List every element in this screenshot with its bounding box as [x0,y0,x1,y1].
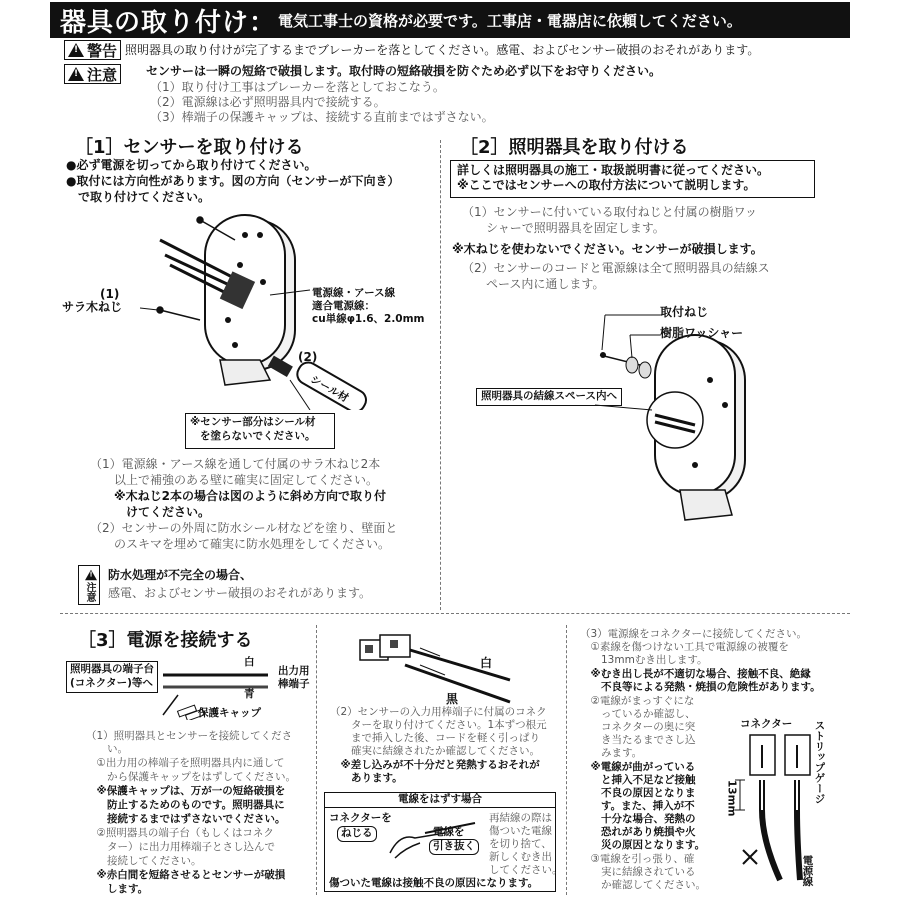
section1-title: ［1］センサーを取り付ける [75,137,304,158]
caution-badge [64,64,121,84]
section1-step-3: ※木ねじ2本の場合は図のように斜め方向で取り付 [90,489,387,503]
section3-mid-step-6: あります。 [330,772,403,784]
header-subtitle: 電気工事士の資格が必要です。工事店・電器店に依頼してください。 [278,11,742,30]
section3-step-6: 防止するためのものです。照明器具に [86,799,285,811]
right-step-3: 13mmむき出します。 [580,654,708,666]
right-step-15: 十分な場合、発熱の [580,813,696,825]
remove-right-3: を切り捨て、 [489,838,552,850]
right-step-19: 実に結線されている [580,866,696,878]
section1-step-5: （2）センサーの外周に防水シール材などを塗り、壁面と [90,521,398,535]
terminal-label-2: (コネクター)等へ [70,676,153,689]
label-seal-number: (2) [298,350,318,364]
mm-label: 13mm [725,780,738,817]
caution-label: 注意 [87,65,118,84]
section1-caution-badge [78,565,100,605]
page-header [50,2,850,38]
seal-note-line-2: を塗らないでください。 [200,429,316,442]
section1-bullet-2: ●取付には方向性があります。図の方向（センサーが下向き） [66,174,400,188]
label-seal: シール材 [308,373,351,405]
right-step-4: ※むき出し長が不適切な場合、接触不良、絶縁 [580,668,811,680]
seal-note-box [185,413,335,449]
mount-bracket-shape-2 [680,490,732,520]
remove-pull-label: 引き抜く [429,839,479,855]
remove-wire-box [324,792,563,892]
section1-caution-line-2: 感電、およびセンサー破損のおそれがあります。 [108,586,372,600]
cross-mark-icon [743,850,757,864]
section3-step-10: 接続してください。 [86,855,202,867]
remove-wire-label: 電線を [433,826,465,838]
label-wiring-space: 照明器具の結線スペース内へ [476,388,622,406]
remove-footer: 傷ついた電線は接触不良の原因になります。 [329,877,539,889]
right-step-6: ②電線がまっすぐにな [580,695,695,707]
right-step-8: コネクターの奥に突 [580,721,696,733]
section3-mid-step-4: 確実に結線されたか確認してください。 [330,745,540,757]
output-label-1: 出力用 [278,665,310,677]
divider-vertical-bottom-2 [566,625,567,895]
section3-step-9: ター）に出力用棒端子とさし込んで [86,841,275,853]
remove-twist-label: ねじる [337,826,377,842]
section3-step-4: から保護キャップをはずしてください。 [86,771,296,783]
label-mount-screw: 取付ねじ [660,305,709,319]
wire-insert-shape [762,780,800,880]
section1-bullet-1: ●必ず電源を切ってから取り付けてください。 [66,158,317,172]
section3-step-7: 接続するまではずさないでください。 [86,813,286,825]
wire-blue-label: 青 [244,688,255,700]
section2-step-3: ※木ねじを使わないでください。センサーが破損します。 [452,242,763,256]
section2-step-5: ペース内に通します。 [462,277,605,291]
section2-info-line-1: 詳しくは照明器具の施工・取扱説明書に従ってください。 [457,163,770,177]
right-step-7: っているか確認し、 [580,708,696,720]
wire-label: 電源線 [801,855,814,887]
output-label-2: 棒端子 [278,678,310,690]
right-step-10: みます。 [580,747,643,759]
connector-illustration [350,630,530,710]
caution-block [64,64,121,85]
divider-vertical-bottom-1 [316,625,317,895]
section1-caution-icon [85,570,97,581]
wire-white-label: 白 [244,656,255,668]
mid-black-label: 黒 [446,692,459,706]
right-step-9: き当たるまでさし込 [580,734,696,746]
section3-mid-step-3: まで挿入した後、コードを軽く引っぱり [330,732,540,744]
remove-connector-label: コネクターを [329,812,392,824]
divider-vertical-top [440,140,441,610]
caution-item-1: （1）取り付け工事はブレーカーを落としておこなう。 [150,80,445,94]
remove-wire-title: 電線をはずす場合 [325,793,555,808]
section3-title: ［3］電源を接続する [78,630,253,651]
strip-gauge-label: ストリップゲージ [813,720,826,804]
washers-shape [600,352,651,378]
section3-step-3: ①出力用の棒端子を照明器具内に通して [86,757,285,769]
section2-step-1: （1）センサーに付いている取付ねじと付属の樹脂ワッ [462,205,758,219]
label-washer: 樹脂ワッシャー [660,326,744,340]
remove-right-1: 再結線の際は [489,812,552,824]
section3-mid-step-1: （2）センサーの入力用棒端子に付属のコネク [330,706,547,718]
connector-insertion-illustration [735,730,835,900]
terminal-label-1: 照明器具の端子台 [70,663,154,675]
cap-label: 保護キャップ [198,707,261,719]
section3-step-5: ※保護キャップは、万が一の短絡破損を [86,785,286,797]
label-screw-number: (1) [100,287,120,301]
right-step-5: 不良等による発熱・焼損の危険性があります。 [580,681,821,693]
section1-step-6: のスキマを埋めて確実に防水処理をしてください。 [90,537,391,551]
caution-item-2: （2）電源線は必ず照明器具内で接続する。 [150,95,386,109]
mount-bracket-shape [220,360,270,385]
caution-triangle-icon [68,67,84,81]
connector-label: コネクター [740,718,793,730]
section3-mid-step-2: ターを取り付けてください。1本ずつ根元 [330,719,547,731]
right-step-16: 恐れがあり焼損や火 [580,826,696,838]
section2-step-2: シャーで照明器具を固定します。 [462,221,665,235]
warning-text: 照明器具の取り付けが完了するまでブレーカーを落としてください。感電、およびセンサー破損のおそれがあります。 [125,42,760,57]
connector-shape [360,635,410,660]
right-step-11: ※電線が曲がっている [580,761,696,773]
section2-info-line-2: ※ここではセンサーへの取付方法について説明します。 [457,178,756,192]
section1-step-1: （1）電源線・アース線を通して付属のサラ木ねじ2本 [90,457,381,471]
sensor-mount-illustration [140,210,440,410]
connector-body-shape [750,735,810,775]
section1-step-4: けてください。 [90,505,211,519]
remove-right-2: 傷ついた電線 [489,825,552,837]
right-step-17: 災の原因となります。 [580,839,706,851]
header-title: 器具の取り付け： [60,7,277,38]
terminal-block-box [66,661,158,693]
section3-mid-step-5: ※差し込みが不十分だと発熱するおそれが [330,759,540,771]
section2-step-4: （2）センサーのコードと電源線は全て照明器具の結線ス [462,261,770,275]
remove-right-5: してください。 [489,864,563,876]
right-step-2: ①素線を傷つけない工具で電源線の被覆を [580,641,789,653]
remove-hand-illustration [385,813,485,863]
right-step-1: （3）電源線をコネクターに接続してください。 [580,628,807,640]
label-wire-1: 電源線・アース線 [312,287,396,299]
right-step-14: す。また、挿入が不 [580,800,695,812]
section3-step-11: ※赤白間を短絡させるとセンサーが破損 [86,869,286,881]
label-wire-3: cu単線φ1.6、2.0mm [312,313,425,325]
section3-step-12: します。 [86,883,149,895]
right-step-18: ③電線を引っ張り、確 [580,853,695,865]
warning-triangle-icon [68,43,84,57]
right-step-20: か確認してください。 [580,879,706,891]
caution-item-3: （3）棒端子の保護キャップは、接続する直前まではずさない。 [150,110,494,124]
section1-bullet-3: で取り付けてください。 [66,190,211,204]
mid-white-label: 白 [480,656,493,670]
label-screw: サラ木ねじ [62,300,123,314]
section1-caution-line-1: 防水処理が不完全の場合、 [108,568,253,582]
section1-caution-label: 注意 [84,582,95,602]
warning-badge [64,40,121,60]
warning-row [64,40,759,60]
section1-step-2: 以上で補強のある壁に確実に固定してください。 [90,473,379,487]
remove-right-4: 新しくむき出 [489,851,552,863]
divider-horizontal [60,613,850,614]
section3-step-8: ②照明器具の端子台（もしくはコネク [86,827,274,839]
seal-note-line-1: ※センサー部分はシール材 [190,416,316,428]
section2-info-box [450,160,815,198]
section2-title: ［2］照明器具を取り付ける [460,137,689,158]
section3-step-2: い。 [86,743,128,755]
caution-lead: センサーは一瞬の短絡で破損します。取付時の短絡破損を防ぐため必ず以下をお守りください。 [146,64,662,78]
warning-label: 警告 [87,41,118,60]
right-step-12: と挿入不足など接触 [580,774,696,786]
section3-step-1: （1）照明器具とセンサーを接続してくださ [86,730,293,742]
label-wire-2: 適合電源線： [312,300,375,312]
right-step-13: 不良の原因となりま [580,787,696,799]
